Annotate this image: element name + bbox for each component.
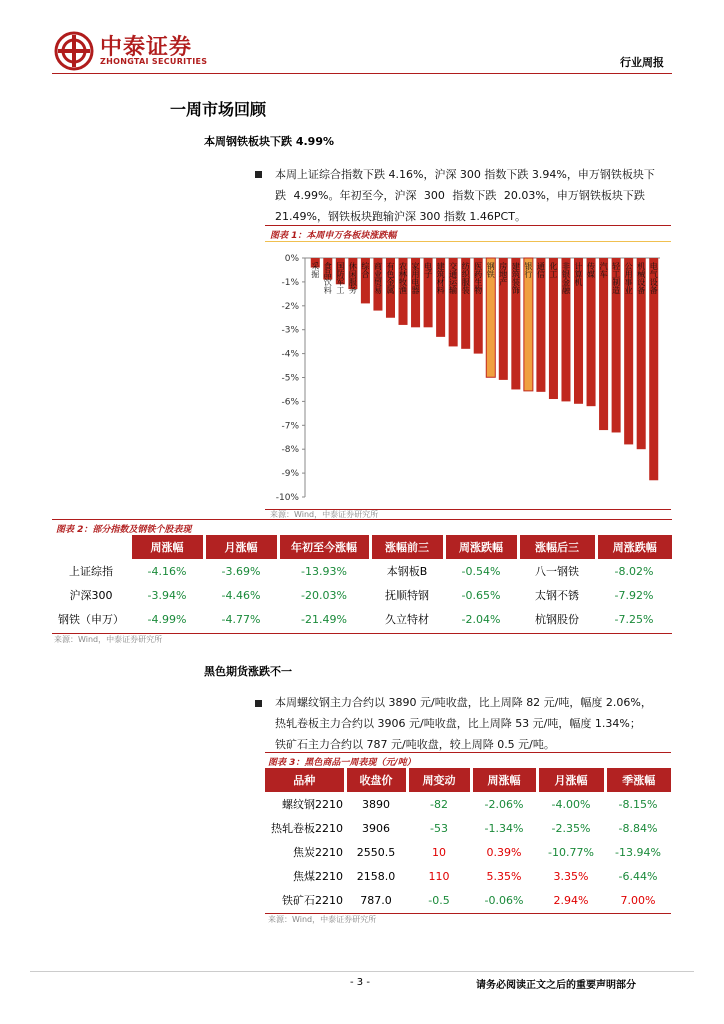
table-cell: -10.77% <box>548 845 594 859</box>
table-row <box>265 888 671 912</box>
table-row <box>265 816 671 840</box>
table-header: 季涨幅 <box>605 768 671 792</box>
paragraph-line: 铁矿石主力合约以 787 元/吨收盘，较上周降 0.5 元/吨。 <box>275 738 555 751</box>
table-cell: -4.99% <box>147 612 187 626</box>
table-cell: 螺纹钢2210 <box>282 798 343 811</box>
y-tick-label: -4% <box>281 349 299 360</box>
table-cell: -0.54% <box>461 564 501 578</box>
x-tick-label: 传媒 <box>586 262 596 278</box>
x-tick-label: 采掘 <box>310 262 320 278</box>
x-tick-label: 商业贸易 <box>373 262 383 294</box>
table-cell: 本钢板B <box>386 565 428 578</box>
table-cell: -7.25% <box>614 612 654 626</box>
y-tick-label: 0% <box>284 254 299 264</box>
table-cell: 杭钢股份 <box>535 613 579 626</box>
x-tick-label: 有色金属 <box>385 262 395 294</box>
table-header: 周涨幅 <box>130 535 204 559</box>
table-row <box>52 559 672 583</box>
table-header-row <box>52 535 672 559</box>
table-header: 涨幅前三 <box>370 535 444 559</box>
y-tick-label: -1% <box>281 277 299 288</box>
table-cell: 3.35% <box>553 869 589 883</box>
bullet-icon <box>255 171 262 178</box>
table-cell: -13.93% <box>301 564 347 578</box>
table-cell: -0.5 <box>428 893 450 907</box>
table-cell: -7.92% <box>614 588 654 602</box>
x-tick-label: 房地产 <box>498 262 508 286</box>
table-cell: 2158.0 <box>356 869 396 883</box>
table-header: 涨幅后三 <box>518 535 596 559</box>
subsection-heading-steel: 本周钢铁板块下跌 4.99% <box>204 135 334 148</box>
table-cell: 上证综指 <box>69 565 113 578</box>
table-cell: 0.39% <box>486 845 522 859</box>
x-tick-label: 银行 <box>523 262 533 278</box>
table-row <box>265 864 671 888</box>
table-cell: -2.06% <box>484 797 524 811</box>
table-header: 周变动 <box>407 768 471 792</box>
table-header-row <box>265 768 671 792</box>
table-cell: -13.94% <box>615 845 661 859</box>
figure-2-source: 来源：Wind，中泰证券研究所 <box>54 635 163 644</box>
y-tick-label: -9% <box>281 469 299 480</box>
y-tick-label: -8% <box>281 445 299 456</box>
table-cell: 110 <box>428 869 450 883</box>
table-cell: -8.84% <box>618 821 658 835</box>
table-row <box>52 607 672 631</box>
table-cell: 焦煤2210 <box>293 870 343 883</box>
table-cell: -2.04% <box>461 612 501 626</box>
x-tick-label: 机械设备 <box>636 262 646 294</box>
paragraph-line: 本周上证综合指数下跌 4.16%，沪深 300 指数下跌 3.94%，申万钢铁板块下 <box>275 168 655 181</box>
caption-underline <box>265 241 671 242</box>
table-cell: -3.94% <box>147 588 187 602</box>
x-tick-label: 国防军工 <box>335 262 345 294</box>
table-cell: -4.16% <box>147 564 187 578</box>
table-cell: -20.03% <box>301 588 347 602</box>
table-cell: 抚顺特钢 <box>385 589 429 602</box>
page-number: - 3 - <box>350 977 370 988</box>
table-cell: 5.35% <box>486 869 522 883</box>
x-tick-label: 农林牧渔 <box>398 262 408 294</box>
x-tick-label: 轻工制造 <box>611 262 621 294</box>
y-tick-label: -6% <box>281 397 299 408</box>
table-header: 周涨幅 <box>471 768 537 792</box>
x-tick-label: 交通运输 <box>448 262 458 294</box>
x-tick-label: 钢铁 <box>486 262 496 278</box>
x-tick-label: 休闲服务 <box>348 262 358 294</box>
x-tick-label: 家用电器 <box>411 262 421 294</box>
paragraph-futures <box>275 692 670 755</box>
y-tick-label: -10% <box>275 493 299 503</box>
caption-rule <box>52 519 672 520</box>
subsection-heading-futures: 黑色期货涨跌不一 <box>204 665 292 678</box>
figure-3-source: 来源：Wind，中泰证券研究所 <box>268 915 377 924</box>
logo-chinese-name: 中泰证券 <box>100 35 193 60</box>
table-cell: -8.02% <box>614 564 654 578</box>
x-tick-label: 建筑装饰 <box>511 262 521 294</box>
table-cell: -4.00% <box>551 797 591 811</box>
table-cell: 787.0 <box>360 893 392 907</box>
section-title: 一周市场回顾 <box>170 100 267 119</box>
table-cell: 热轧卷板2210 <box>271 822 343 835</box>
table-cell: 10 <box>432 845 446 859</box>
x-tick-label: 食品饮料 <box>323 262 333 294</box>
table-cell: 3890 <box>362 797 390 811</box>
footer-divider <box>30 971 694 972</box>
table-header: 月涨幅 <box>537 768 605 792</box>
x-tick-label: 通信 <box>536 262 546 278</box>
x-tick-label: 建筑材料 <box>436 262 446 294</box>
table-header: 收盘价 <box>345 768 407 792</box>
table-cell: 2550.5 <box>356 845 396 859</box>
black-commodity-table <box>265 768 671 912</box>
table-cell: 沪深300 <box>69 589 113 602</box>
report-type: 行业周报 <box>620 56 664 69</box>
figure-2-caption: 图表 2：部分指数及钢铁个股表现 <box>56 525 192 535</box>
table-cell: 7.00% <box>620 893 656 907</box>
table-cell: -3.69% <box>221 564 261 578</box>
x-tick-label: 非银金融 <box>561 262 571 294</box>
table-cell: -1.34% <box>484 821 524 835</box>
paragraph-line: 跌 4.99%。年初至今，沪深 300 指数下跌 20.03%，申万钢铁板块下跌 <box>275 189 645 202</box>
x-tick-label: 计算机 <box>574 262 584 286</box>
table-cell: 2.94% <box>553 893 589 907</box>
table-cell: -6.44% <box>618 869 658 883</box>
logo-english-name: ZHONGTAI SECURITIES <box>100 57 208 66</box>
table-row <box>265 792 671 816</box>
caption-rule <box>265 752 671 753</box>
table-cell: 3906 <box>362 821 390 835</box>
table-cell: 焦炭2210 <box>293 846 343 859</box>
table-cell: -4.77% <box>221 612 261 626</box>
y-tick-label: -5% <box>281 373 299 384</box>
y-tick-label: -2% <box>281 301 299 312</box>
sector-returns-chart <box>265 246 671 508</box>
table-header: 月涨幅 <box>204 535 278 559</box>
table-cell: 太钢不锈 <box>535 589 579 602</box>
x-tick-label: 综合 <box>360 262 370 278</box>
figure-1-source: 来源：Wind，中泰证券研究所 <box>270 510 379 519</box>
table-header: 年初至今涨幅 <box>278 535 370 559</box>
bullet-icon <box>255 700 262 707</box>
table-cell: -0.65% <box>461 588 501 602</box>
index-performance-table <box>52 535 672 631</box>
figure-3-caption: 图表 3：黑色商品一周表现（元/吨） <box>268 758 416 768</box>
chart-bar <box>599 258 608 430</box>
header-divider <box>52 73 672 74</box>
x-tick-label: 化工 <box>548 262 558 278</box>
table-header: 周涨跌幅 <box>444 535 518 559</box>
table-header: 品种 <box>265 768 345 792</box>
x-tick-label: 公用事业 <box>624 262 634 294</box>
table-header <box>52 535 130 559</box>
paragraph-line: 21.49%，钢铁板块跑输沪深 300 指数 1.46PCT。 <box>275 210 526 223</box>
table-cell: -82 <box>430 797 448 811</box>
table-row <box>265 840 671 864</box>
y-tick-label: -7% <box>281 421 299 432</box>
table-cell: 钢铁（申万） <box>58 613 124 626</box>
y-tick-label: -3% <box>281 325 299 336</box>
disclaimer: 请务必阅读正文之后的重要声明部分 <box>476 980 636 991</box>
figure-1-caption: 图表 1：本周申万各板块涨跌幅 <box>270 231 397 241</box>
paragraph-line: 本周螺纹钢主力合约以 3890 元/吨收盘，比上周降 82 元/吨，幅度 2.06%， <box>275 696 652 709</box>
x-tick-label: 医药生物 <box>473 262 483 294</box>
chart-bar <box>536 258 545 392</box>
table-cell: -8.15% <box>618 797 658 811</box>
table-cell: 铁矿石2210 <box>282 894 343 907</box>
table-header: 周涨跌幅 <box>596 535 672 559</box>
table-cell: 久立特材 <box>385 613 429 626</box>
table-cell: -2.35% <box>551 821 591 835</box>
zhongtai-logo-icon <box>54 31 94 71</box>
table-cell: 八一钢铁 <box>535 565 579 578</box>
table-cell: -21.49% <box>301 612 347 626</box>
x-tick-label: 电气设备 <box>649 262 659 294</box>
x-tick-label: 汽车 <box>599 262 609 278</box>
x-tick-label: 电子 <box>423 262 433 278</box>
caption-rule <box>265 225 671 226</box>
x-tick-label: 纺织服装 <box>461 262 471 294</box>
table-cell: -0.06% <box>484 893 524 907</box>
table-cell: -4.46% <box>221 588 261 602</box>
chart-bar <box>587 258 596 406</box>
table-row <box>52 583 672 607</box>
chart-bar <box>549 258 558 399</box>
paragraph-line: 热轧卷板主力合约以 3906 元/吨收盘，比上周降 53 元/吨，幅度 1.34%； <box>275 717 641 730</box>
table-cell: -53 <box>430 821 448 835</box>
paragraph-market <box>275 164 670 227</box>
